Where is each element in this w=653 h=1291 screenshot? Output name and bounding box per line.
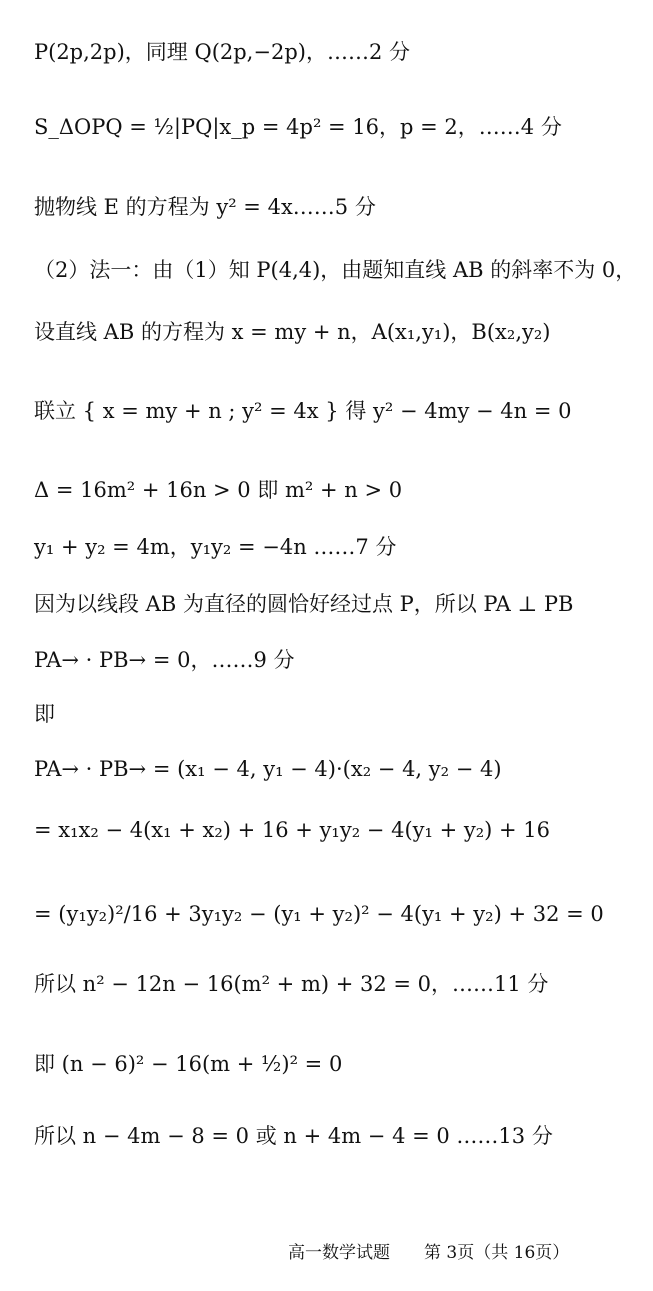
line-9: 因为以线段 AB 为直径的圆恰好经过点 P，所以 PA ⊥ PB (34, 592, 574, 616)
line-16: 即 (n − 6)² − 16(m + ½)² = 0 (34, 1052, 343, 1076)
line-3: 抛物线 E 的方程为 y² = 4x……5 分 (34, 195, 376, 219)
line-13: = x₁x₂ − 4(x₁ + x₂) + 16 + y₁y₂ − 4(y₁ + y₂) + 16 (34, 818, 551, 842)
line-14: = (y₁y₂)²/16 + 3y₁y₂ − (y₁ + y₂)² − 4(y₁ + y₂) + 32 = 0 (34, 902, 604, 926)
line-12: PA→ · PB→ = (x₁ − 4, y₁ − 4)·(x₂ − 4, y₂ − 4) (34, 757, 502, 781)
line-10: PA→ · PB→ = 0，……9 分 (34, 648, 295, 672)
line-8: y₁ + y₂ = 4m，y₁y₂ = −4n ……7 分 (34, 535, 397, 559)
page-footer (288, 1238, 569, 1263)
line-5: 设直线 AB 的方程为 x = my + n，A(x₁,y₁)，B(x₂,y₂) (34, 320, 551, 344)
footer-title: 高一数学试题 (288, 1243, 390, 1263)
line-11: 即 (34, 702, 55, 726)
line-6: 联立 { x = my + n ; y² = 4x } 得 y² − 4my − 4n = 0 (34, 399, 572, 423)
line-4: （2）法一：由（1）知 P(4,4)，由题知直线 AB 的斜率不为 0， (34, 258, 637, 282)
line-2: S_ΔOPQ = ½|PQ|x_p = 4p² = 16，p = 2，……4 分 (34, 115, 562, 139)
line-17: 所以 n − 4m − 8 = 0 或 n + 4m − 4 = 0 ……13 分 (34, 1124, 553, 1148)
line-1: P(2p,2p)，同理 Q(2p,−2p)，……2 分 (34, 40, 410, 64)
line-15: 所以 n² − 12n − 16(m² + m) + 32 = 0，……11 分 (34, 972, 549, 996)
line-7: Δ = 16m² + 16n > 0 即 m² + n > 0 (34, 478, 403, 502)
footer-page-number: 第 3页（共 16页） (424, 1243, 570, 1263)
